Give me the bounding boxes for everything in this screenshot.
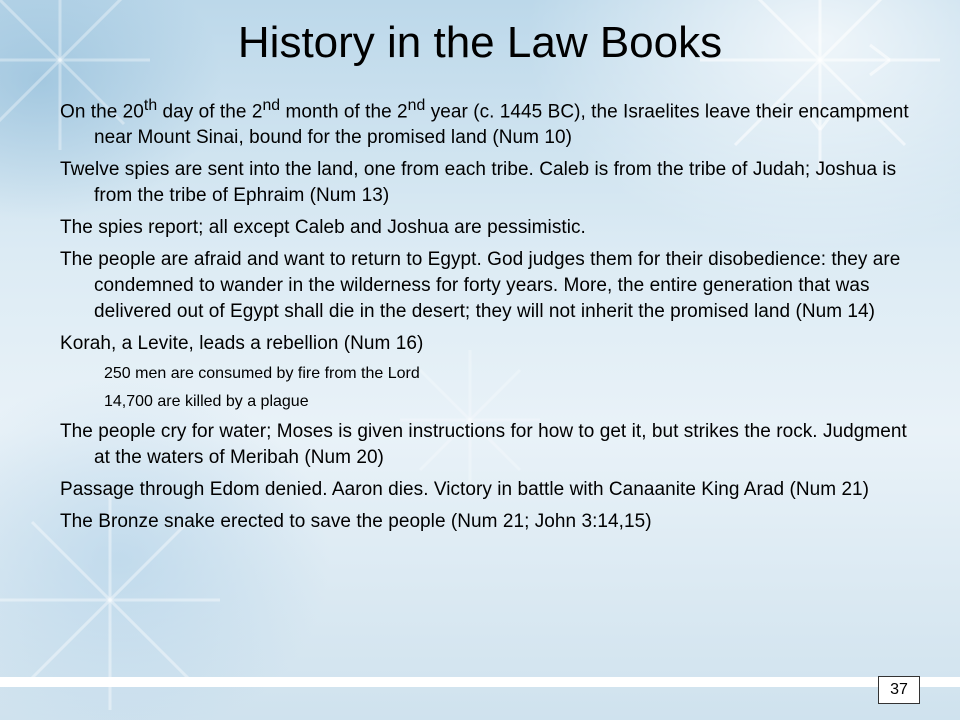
- bullet-item: Twelve spies are sent into the land, one from each tribe. Caleb is from the tribe of Judah; Joshua is from the tribe of Ephraim (Num 13): [60, 159, 897, 207]
- sub-bullet-item: 250 men are consumed by fire from the Lord: [104, 365, 420, 383]
- slide-title: History in the Law Books: [237, 18, 723, 67]
- bullet-item: The people cry for water; Moses is given instructions for how to get it, but strikes the rock. Judgment at the waters of Meribah (Num 20): [60, 421, 907, 469]
- bullet-item: The people are afraid and want to return to Egypt. God judges them for their disobedience: they are condemned to wander in the wilderness for forty years. More, the entire generation that was delivered out of Egypt shall die in the desert; they will not inherit the promised land (Num 14): [60, 249, 901, 323]
- footer-bar: [0, 677, 960, 687]
- page-number: 37: [878, 676, 920, 704]
- bullet-item: The spies report; all except Caleb and Joshua are pessimistic.: [60, 217, 586, 239]
- bullet-item: Passage through Edom denied. Aaron dies. Victory in battle with Canaanite King Arad (Num 21): [60, 479, 870, 501]
- sub-bullet-item: 14,700 are killed by a plague: [104, 393, 309, 411]
- bullet-item: On the 20th day of the 2nd month of the 2nd year (c. 1445 BC), the Israelites leave their encampment near Mount Sinai, bound for the promised land (Num 10): [60, 97, 909, 149]
- bullet-item: Korah, a Levite, leads a rebellion (Num 16): [60, 333, 424, 355]
- bullet-item: The Bronze snake erected to save the people (Num 21; John 3:14,15): [60, 511, 652, 533]
- slide-content: [60, 93, 912, 541]
